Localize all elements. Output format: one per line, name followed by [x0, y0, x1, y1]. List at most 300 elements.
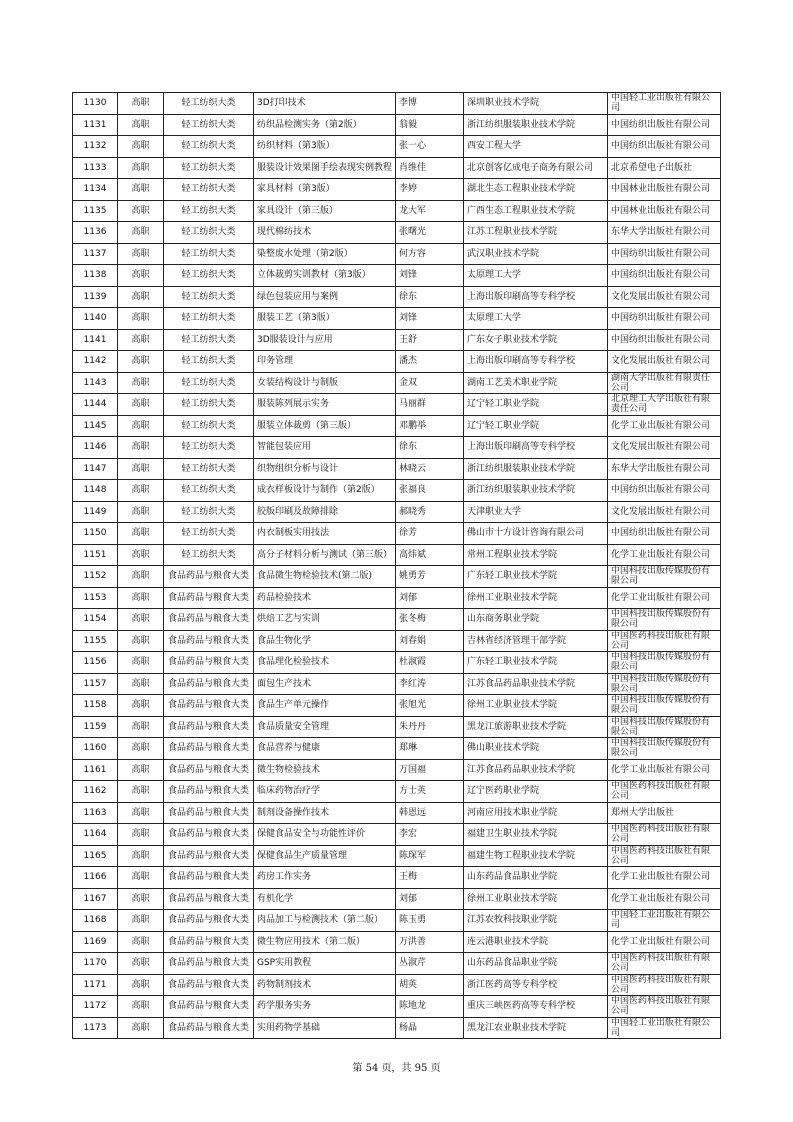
- institution-cell: [464, 695, 608, 717]
- institution-cell: [464, 759, 608, 781]
- level-cell: [118, 867, 164, 889]
- author: 潘杰: [399, 356, 418, 367]
- table-row: [73, 910, 721, 932]
- publisher-cell: [608, 179, 721, 201]
- row-number: 1167: [83, 893, 107, 904]
- author: 刘春娟: [399, 635, 427, 646]
- institution: 浙江纺织服装职业技术学院: [467, 463, 576, 474]
- publisher: 中国轻工业出版社有限公司: [611, 910, 711, 931]
- publisher: 化学工业出版社有限公司: [611, 936, 711, 947]
- author: 万国福: [399, 764, 427, 775]
- institution: 佛山市十方设计咨询有限公司: [467, 528, 585, 539]
- institution-cell: [464, 372, 608, 394]
- publisher: 中国科技出版传媒股份有限公司: [611, 716, 711, 737]
- institution: 连云港职业技术学院: [467, 936, 549, 947]
- author: 邓鹏举: [399, 420, 427, 431]
- category: 轻工纺织大类: [181, 184, 236, 195]
- publisher-cell: [608, 781, 721, 803]
- row-number: 1140: [83, 313, 107, 324]
- book-title: 药学服务实务: [257, 1001, 312, 1012]
- author-cell: [396, 953, 464, 975]
- level: 高职: [131, 463, 150, 474]
- institution: 浙江医药高等专科学校: [467, 979, 558, 990]
- table-row: [73, 824, 721, 846]
- book-title: 内衣制板实用技法: [257, 528, 330, 539]
- book-title-cell: [254, 609, 396, 631]
- institution: 佛山职业技术学院: [467, 743, 540, 754]
- level: 高职: [131, 1022, 150, 1033]
- institution: 西安工程大学: [467, 141, 522, 152]
- level-cell: [118, 974, 164, 996]
- category-cell: [164, 695, 254, 717]
- author: 王舒: [399, 334, 418, 345]
- level: 高职: [131, 678, 150, 689]
- row-number-cell: [73, 437, 118, 459]
- category-cell: [164, 759, 254, 781]
- row-number-cell: [73, 759, 118, 781]
- publisher-cell: [608, 458, 721, 480]
- author-cell: [396, 587, 464, 609]
- book-title: 服装工艺（第3版）: [257, 313, 335, 324]
- category-cell: [164, 953, 254, 975]
- institution: 深圳职业技术学院: [467, 98, 540, 109]
- book-title: 食品质量安全管理: [257, 721, 330, 732]
- author: 李宏: [399, 829, 418, 840]
- book-title-cell: [254, 996, 396, 1018]
- book-title-cell: [254, 888, 396, 910]
- institution: 黑龙江旅游职业技术学院: [467, 721, 567, 732]
- row-number: 1149: [83, 506, 107, 517]
- level-cell: [118, 179, 164, 201]
- category: 轻工纺织大类: [181, 162, 236, 173]
- book-title: 纺织品检测实务（第2版）: [257, 119, 362, 130]
- institution: 江苏农牧科技职业学院: [467, 915, 558, 926]
- institution-cell: [464, 501, 608, 523]
- level-cell: [118, 372, 164, 394]
- book-title-cell: [254, 781, 396, 803]
- author: 万洪善: [399, 936, 427, 947]
- institution-cell: [464, 652, 608, 674]
- level: 高职: [131, 119, 150, 130]
- row-number: 1144: [83, 399, 107, 410]
- author-cell: [396, 200, 464, 222]
- book-title: 胶版印刷及故障排除: [257, 506, 339, 517]
- publisher-cell: [608, 544, 721, 566]
- institution: 江苏食品药品职业技术学院: [467, 678, 576, 689]
- institution-cell: [464, 802, 608, 824]
- author: 高炜斌: [399, 549, 427, 560]
- author: 姚勇芳: [399, 571, 427, 582]
- book-title-cell: [254, 566, 396, 588]
- category: 轻工纺织大类: [181, 334, 236, 345]
- table-row: [73, 394, 721, 416]
- row-number-cell: [73, 329, 118, 351]
- level-cell: [118, 394, 164, 416]
- publisher: 中国医药科技出版社有限公司: [611, 953, 711, 974]
- book-title: 服装陈列展示实务: [257, 399, 330, 410]
- table-row: [73, 286, 721, 308]
- publisher-cell: [608, 910, 721, 932]
- level-cell: [118, 351, 164, 373]
- level: 高职: [131, 958, 150, 969]
- book-title-cell: [254, 265, 396, 287]
- publisher: 中国纺织出版社有限公司: [611, 485, 711, 496]
- row-number: 1170: [83, 958, 107, 969]
- author-cell: [396, 372, 464, 394]
- table-row: [73, 996, 721, 1018]
- author-cell: [396, 566, 464, 588]
- book-title-cell: [254, 738, 396, 760]
- publisher: 中国科技出版传媒股份有限公司: [611, 673, 711, 694]
- institution: 武汉职业技术学院: [467, 248, 540, 259]
- publisher-cell: [608, 931, 721, 953]
- publisher-cell: [608, 523, 721, 545]
- author-cell: [396, 114, 464, 136]
- author: 林晓云: [399, 463, 427, 474]
- category-cell: [164, 351, 254, 373]
- category-cell: [164, 458, 254, 480]
- level-cell: [118, 759, 164, 781]
- category: 食品药品与粮食大类: [167, 807, 249, 818]
- author-cell: [396, 931, 464, 953]
- author-cell: [396, 609, 464, 631]
- row-number: 1168: [83, 915, 107, 926]
- institution: 福建生物工程职业技术学院: [467, 850, 576, 861]
- institution: 江苏食品药品职业技术学院: [467, 764, 576, 775]
- category: 食品药品与粮食大类: [167, 635, 249, 646]
- institution-cell: [464, 609, 608, 631]
- level: 高职: [131, 141, 150, 152]
- row-number-cell: [73, 501, 118, 523]
- institution-cell: [464, 630, 608, 652]
- table-row: [73, 523, 721, 545]
- row-number-cell: [73, 738, 118, 760]
- page-footer: 第 54 页，共 95 页: [352, 1063, 441, 1074]
- book-title: 女装结构设计与制版: [257, 377, 339, 388]
- publisher: 化学工业出版社有限公司: [611, 893, 711, 904]
- level-cell: [118, 781, 164, 803]
- table-row: [73, 351, 721, 373]
- author-cell: [396, 415, 464, 437]
- institution: 山东商务职业学院: [467, 614, 540, 625]
- publisher-cell: [608, 200, 721, 222]
- author: 肖维佳: [399, 162, 427, 173]
- book-title-cell: [254, 910, 396, 932]
- institution: 上海出版印刷高等专科学校: [467, 291, 576, 302]
- level-cell: [118, 265, 164, 287]
- row-number-cell: [73, 931, 118, 953]
- institution-cell: [464, 974, 608, 996]
- author: 徐东: [399, 291, 418, 302]
- level: 高职: [131, 162, 150, 173]
- category: 轻工纺织大类: [181, 227, 236, 238]
- row-number-cell: [73, 1017, 118, 1039]
- book-title-cell: [254, 759, 396, 781]
- publisher: 中国科技出版传媒股份有限公司: [611, 695, 711, 716]
- institution: 辽宁医药职业学院: [467, 786, 540, 797]
- level: 高职: [131, 485, 150, 496]
- level-cell: [118, 888, 164, 910]
- category: 轻工纺织大类: [181, 248, 236, 259]
- category-cell: [164, 200, 254, 222]
- book-title-cell: [254, 501, 396, 523]
- row-number: 1163: [83, 807, 107, 818]
- publisher: 中国医药科技出版社有限公司: [611, 630, 711, 651]
- book-title-cell: [254, 308, 396, 330]
- book-title: 烘焙工艺与实训: [257, 614, 321, 625]
- row-number-cell: [73, 974, 118, 996]
- author-cell: [396, 996, 464, 1018]
- level: 高职: [131, 614, 150, 625]
- author-cell: [396, 888, 464, 910]
- table-row: [73, 458, 721, 480]
- category: 轻工纺织大类: [181, 549, 236, 560]
- author-cell: [396, 179, 464, 201]
- author-cell: [396, 136, 464, 158]
- row-number-cell: [73, 243, 118, 265]
- category: 轻工纺织大类: [181, 356, 236, 367]
- book-title-cell: [254, 136, 396, 158]
- publisher: 化学工业出版社有限公司: [611, 420, 711, 431]
- author-cell: [396, 781, 464, 803]
- level-cell: [118, 695, 164, 717]
- book-title-cell: [254, 652, 396, 674]
- publisher-cell: [608, 673, 721, 695]
- row-number: 1156: [83, 657, 107, 668]
- institution-cell: [464, 716, 608, 738]
- row-number-cell: [73, 845, 118, 867]
- institution-cell: [464, 415, 608, 437]
- category-cell: [164, 974, 254, 996]
- publisher: 中国科技出版传媒股份有限公司: [611, 566, 711, 587]
- book-title-cell: [254, 523, 396, 545]
- table-row: [73, 716, 721, 738]
- publisher-cell: [608, 609, 721, 631]
- author-cell: [396, 523, 464, 545]
- publisher: 中国林业出版社有限公司: [611, 184, 711, 195]
- level-cell: [118, 566, 164, 588]
- institution: 辽宁轻工职业学院: [467, 420, 540, 431]
- author: 马丽群: [399, 399, 427, 410]
- institution-cell: [464, 824, 608, 846]
- publisher-cell: [608, 157, 721, 179]
- level-cell: [118, 458, 164, 480]
- row-number: 1138: [83, 270, 107, 281]
- level-cell: [118, 93, 164, 115]
- level-cell: [118, 523, 164, 545]
- level-cell: [118, 931, 164, 953]
- level: 高职: [131, 829, 150, 840]
- book-title-cell: [254, 716, 396, 738]
- publisher-cell: [608, 415, 721, 437]
- publisher-cell: [608, 824, 721, 846]
- publisher-cell: [608, 587, 721, 609]
- category-cell: [164, 910, 254, 932]
- institution: 重庆三峡医药高等专科学校: [467, 1001, 576, 1012]
- author-cell: [396, 480, 464, 502]
- author-cell: [396, 910, 464, 932]
- level-cell: [118, 910, 164, 932]
- category: 食品药品与粮食大类: [167, 592, 249, 603]
- book-title: 微生物应用技术（第二版）: [257, 936, 366, 947]
- table-row: [73, 329, 721, 351]
- category-cell: [164, 867, 254, 889]
- author-cell: [396, 716, 464, 738]
- institution-cell: [464, 587, 608, 609]
- category-cell: [164, 544, 254, 566]
- level: 高职: [131, 936, 150, 947]
- table-row: [73, 93, 721, 115]
- table-row: [73, 759, 721, 781]
- author-cell: [396, 673, 464, 695]
- category: 轻工纺织大类: [181, 98, 236, 109]
- row-number-cell: [73, 802, 118, 824]
- category-cell: [164, 566, 254, 588]
- row-number-cell: [73, 286, 118, 308]
- publisher: 中国林业出版社有限公司: [611, 205, 711, 216]
- level-cell: [118, 609, 164, 631]
- row-number-cell: [73, 630, 118, 652]
- institution-cell: [464, 738, 608, 760]
- category: 轻工纺织大类: [181, 313, 236, 324]
- table-row: [73, 802, 721, 824]
- publisher-cell: [608, 695, 721, 717]
- row-number: 1165: [83, 850, 107, 861]
- publisher: 化学工业出版社有限公司: [611, 764, 711, 775]
- book-title: 微生物检验技术: [257, 764, 321, 775]
- institution: 湖北生态工程职业技术学院: [467, 184, 576, 195]
- publisher-cell: [608, 738, 721, 760]
- publisher: 中国医药科技出版社有限公司: [611, 781, 711, 802]
- category: 食品药品与粮食大类: [167, 721, 249, 732]
- level: 高职: [131, 420, 150, 431]
- institution: 吉林省经济管理干部学院: [467, 635, 567, 646]
- author-cell: [396, 802, 464, 824]
- table-row: [73, 974, 721, 996]
- institution-cell: [464, 566, 608, 588]
- table-row: [73, 953, 721, 975]
- publisher: 文化发展出版社有限公司: [611, 506, 711, 517]
- category-cell: [164, 308, 254, 330]
- row-number-cell: [73, 351, 118, 373]
- table-row: [73, 587, 721, 609]
- row-number: 1135: [83, 205, 107, 216]
- publisher: 文化发展出版社有限公司: [611, 442, 711, 453]
- institution: 上海出版印刷高等专科学校: [467, 442, 576, 453]
- book-title-cell: [254, 243, 396, 265]
- institution: 山东药品食品职业学院: [467, 958, 558, 969]
- table-row: [73, 308, 721, 330]
- level-cell: [118, 136, 164, 158]
- category: 食品药品与粮食大类: [167, 915, 249, 926]
- category: 轻工纺织大类: [181, 399, 236, 410]
- row-number: 1169: [83, 936, 107, 947]
- row-number-cell: [73, 308, 118, 330]
- publisher-cell: [608, 845, 721, 867]
- category: 轻工纺织大类: [181, 205, 236, 216]
- author-cell: [396, 394, 464, 416]
- row-number-cell: [73, 609, 118, 631]
- author: 杜淑霞: [399, 657, 427, 668]
- author-cell: [396, 867, 464, 889]
- row-number-cell: [73, 222, 118, 244]
- publisher: 东华大学出版社有限公司: [611, 463, 711, 474]
- institution: 江苏工程职业技术学院: [467, 227, 558, 238]
- book-title-cell: [254, 953, 396, 975]
- publisher: 中国纺织出版社有限公司: [611, 119, 711, 130]
- row-number-cell: [73, 673, 118, 695]
- publisher: 中国科技出版传媒股份有限公司: [611, 652, 711, 673]
- author: 徐东: [399, 442, 418, 453]
- book-title: 肉品加工与检测技术（第二版）: [257, 915, 384, 926]
- publisher-cell: [608, 867, 721, 889]
- table-row: [73, 179, 721, 201]
- level-cell: [118, 996, 164, 1018]
- category-cell: [164, 781, 254, 803]
- table-row: [73, 845, 721, 867]
- author: 胡英: [399, 979, 418, 990]
- table-row: [73, 501, 721, 523]
- institution: 广西生态工程职业技术学院: [467, 205, 576, 216]
- institution-cell: [464, 265, 608, 287]
- category-cell: [164, 114, 254, 136]
- row-number: 1146: [83, 442, 107, 453]
- category-cell: [164, 136, 254, 158]
- category-cell: [164, 437, 254, 459]
- institution: 河南应用技术职业学院: [467, 807, 558, 818]
- row-number: 1142: [83, 356, 107, 367]
- publisher: 中国医药科技出版社有限公司: [611, 974, 711, 995]
- book-title: 家具材料（第3版）: [257, 184, 335, 195]
- row-number-cell: [73, 652, 118, 674]
- book-title: 实用药物学基础: [257, 1022, 321, 1033]
- row-number: 1134: [83, 184, 107, 195]
- category: 食品药品与粮食大类: [167, 958, 249, 969]
- level: 高职: [131, 399, 150, 410]
- level: 高职: [131, 227, 150, 238]
- level-cell: [118, 157, 164, 179]
- author: 韩恩远: [399, 807, 427, 818]
- author: 金双: [399, 377, 418, 388]
- publisher: 北京希望电子出版社: [611, 162, 693, 173]
- author-cell: [396, 329, 464, 351]
- book-title: 3D打印技术: [257, 98, 306, 109]
- publisher-cell: [608, 630, 721, 652]
- row-number: 1143: [83, 377, 107, 388]
- institution: 湖南工艺美术职业学院: [467, 377, 558, 388]
- category-cell: [164, 996, 254, 1018]
- category: 食品药品与粮食大类: [167, 764, 249, 775]
- category-cell: [164, 179, 254, 201]
- level: 高职: [131, 979, 150, 990]
- book-title: 服装设计效果图手绘表现实例教程: [257, 162, 393, 173]
- table-row: [73, 200, 721, 222]
- publisher: 文化发展出版社有限公司: [611, 291, 711, 302]
- category: 食品药品与粮食大类: [167, 700, 249, 711]
- publisher: 湖南大学出版社有限责任公司: [611, 372, 711, 393]
- book-title-cell: [254, 437, 396, 459]
- institution: 太原理工大学: [467, 270, 522, 281]
- table-row: [73, 630, 721, 652]
- institution-cell: [464, 1017, 608, 1039]
- level: 高职: [131, 356, 150, 367]
- book-title: 3D服装设计与应用: [257, 334, 333, 345]
- category: 轻工纺织大类: [181, 463, 236, 474]
- book-title: 服装立体裁剪（第三版）: [257, 420, 357, 431]
- level: 高职: [131, 205, 150, 216]
- category-cell: [164, 243, 254, 265]
- institution-cell: [464, 458, 608, 480]
